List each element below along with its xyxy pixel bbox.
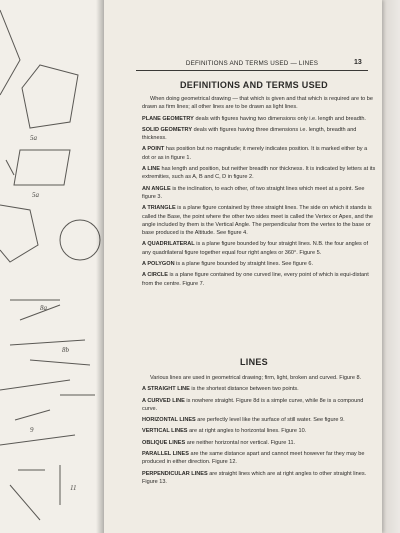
line-term: PERPENDICULAR LINES — [142, 470, 208, 477]
line-item — [142, 385, 376, 393]
definition-text: is a plane figure bounded by straight lines. See figure 6. — [176, 261, 314, 268]
oblique-line-sketch-5 — [10, 485, 40, 520]
line-term: PARALLEL LINES — [142, 451, 189, 458]
definitions-body — [142, 95, 376, 291]
line-item — [142, 470, 376, 487]
definition-term: A TRIANGLE — [142, 205, 176, 212]
figure-label: 8a — [40, 304, 47, 312]
line-term: OBLIQUE LINES — [142, 439, 186, 446]
definition-item — [142, 145, 376, 162]
running-head: DEFINITIONS AND TERMS USED — LINES — [185, 60, 319, 67]
definition-term: A LINE — [142, 166, 160, 173]
horizontal-line-sketch-2 — [10, 340, 85, 345]
definition-term: A POLYGON — [142, 261, 175, 268]
definitions-intro: When doing geometrical drawing — that which is given and that which is required are to be drawn as firm lines; all other lines are to be drawn as light lines. — [142, 96, 373, 111]
oblique-line-sketch-2 — [0, 380, 70, 390]
definition-text: deals with figures having two dimensions only i.e. length and breadth. — [195, 115, 366, 122]
left-page-sketches — [0, 0, 104, 533]
section-title-lines: LINES — [239, 357, 268, 367]
definition-term: A CIRCLE — [142, 272, 168, 279]
definition-text: is the inclination, to each other, of two straight lines which meet at a point. See figure 3. — [142, 185, 365, 200]
line-text: is the shortest distance between two points. — [191, 386, 299, 393]
page-content — [104, 0, 382, 533]
page-number: 13 — [354, 59, 362, 66]
polygon-sketch-top — [0, 10, 20, 95]
definition-item — [142, 260, 376, 268]
right-page — [104, 0, 382, 533]
figure-label: 9 — [30, 426, 34, 434]
line-sketch — [6, 160, 14, 175]
line-text: are straight lines which are at right angles to other straight lines. Figure 13. — [142, 470, 367, 485]
line-item — [142, 397, 376, 414]
line-text: are perfectly level like the surface of still water. See figure 9. — [197, 417, 345, 424]
definition-term: SOLID GEOMETRY — [142, 126, 193, 133]
line-text: are neither horizontal nor vertical. Figure 11. — [186, 439, 296, 446]
definition-item — [142, 271, 376, 288]
definition-text: deals with figures having three dimensions i.e. length, breadth and thickness. — [142, 126, 357, 142]
figure-label: 11 — [70, 484, 77, 492]
definition-term: PLANE GEOMETRY — [142, 115, 194, 122]
definition-text: has position but no magnitude; it merely indicates position. It is marked either by a dot or as in figure 1. — [142, 146, 368, 161]
polygon-sketch-left — [0, 205, 38, 262]
line-term: VERTICAL LINES — [142, 428, 188, 435]
line-item — [142, 416, 376, 424]
definition-term: A QUADRILATERAL — [142, 241, 195, 248]
figure-label: 8b — [62, 346, 69, 354]
line-item — [142, 427, 376, 435]
definition-term: A POINT — [142, 146, 165, 153]
line-term: A CURVED LINE — [142, 397, 185, 404]
definition-text: is a plane figure contained by three straight lines. The side on which it stands is called the Base, the point where the other two sides meet is called the Vertex or Apex, and the angle included by them is the Vertical Angle. The perpendicular from the vertex to the base or base produced is the Altitude. See figure 4. — [142, 205, 373, 237]
lines-intro: Various lines are used in geometrical drawing; firm, light, broken and curved. Figure 8. — [150, 375, 362, 381]
definition-item — [142, 115, 376, 123]
oblique-line-sketch-4 — [0, 435, 75, 445]
header-rule — [136, 70, 368, 71]
line-text: are the same distance apart and cannot meet however far they may be produced in either direction. Figure 12. — [142, 451, 365, 466]
line-item — [142, 439, 376, 447]
figure-label: 5a — [30, 134, 37, 142]
lines-body — [142, 374, 376, 489]
figure-label: 5a — [32, 191, 39, 199]
curve-line-sketch — [30, 360, 90, 365]
definition-item — [142, 240, 376, 257]
line-text: are at right angles to horizontal lines. Figure 10. — [189, 428, 307, 435]
line-term: HORIZONTAL LINES — [142, 417, 196, 424]
definition-text: is a plane figure bounded by four straight lines. N.B. the four angles of any quadrilateral figure together equal four right angles or 360°. Figure 5. — [142, 241, 369, 256]
definition-term: AN ANGLE — [142, 185, 171, 192]
line-text: is nowhere straight. Figure 8d is a simple curve, while 8e is a compound curve. — [142, 397, 364, 412]
definition-text: is a plane figure contained by one curved line, every point of which is equi-distant from the centre. Figure 7. — [142, 272, 369, 287]
quadrilateral-sketch — [14, 150, 70, 185]
line-term: A STRAIGHT LINE — [142, 386, 190, 393]
definition-item — [142, 165, 376, 182]
circle-sketch — [60, 220, 100, 260]
definition-item — [142, 204, 376, 237]
definition-item — [142, 185, 376, 202]
oblique-line-sketch-3 — [15, 410, 50, 420]
definition-item — [142, 126, 376, 143]
section-title-definitions: DEFINITIONS AND TERMS USED — [180, 80, 328, 90]
geometry-sketches — [0, 0, 104, 533]
line-item — [142, 450, 376, 467]
page-edge — [382, 0, 400, 533]
definition-text: has length and position, but neither breadth nor thickness. It is indicated by letters at its extremities, such as A, B and C, D in figure 2. — [142, 166, 376, 181]
pentagon-sketch — [22, 65, 78, 128]
